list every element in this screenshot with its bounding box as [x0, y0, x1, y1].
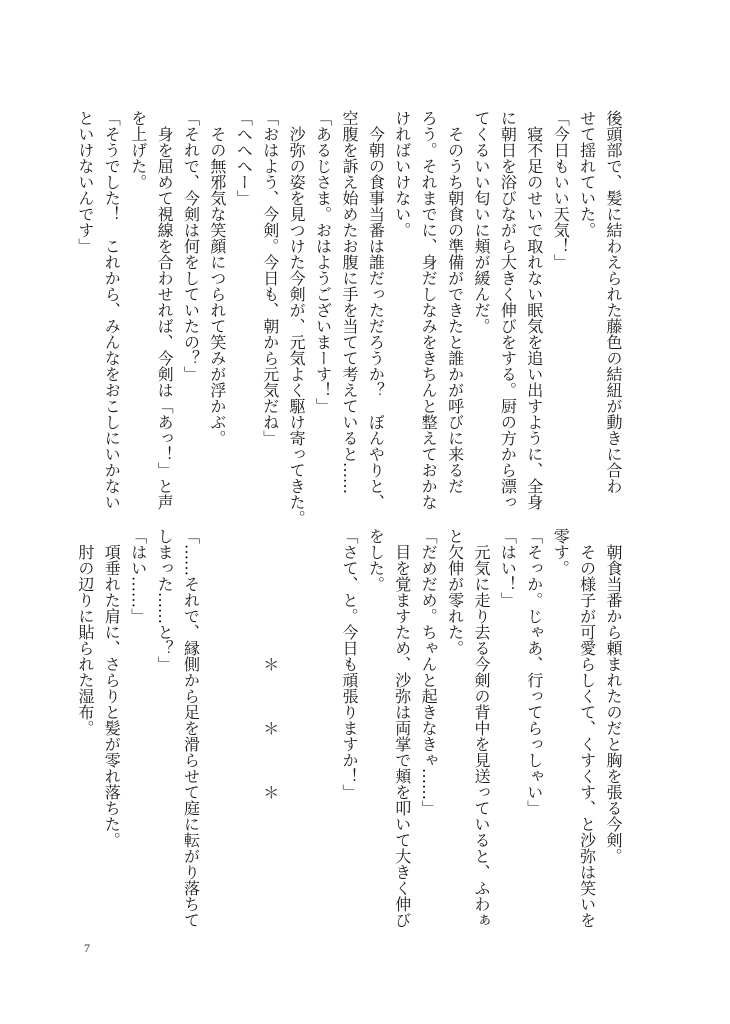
- text-line: と欠伸が零れた。: [445, 528, 465, 656]
- text-line: ろう。それまでに、身だしなみをきちんと整えておかな: [419, 110, 439, 510]
- text-line: 「……それで、縁側から足を滑らせて庭に転がり落ちて: [181, 528, 201, 928]
- text-line: 「だめだめ。ちゃんと起きなきゃ……」: [419, 528, 439, 816]
- text-line: を上げた。: [128, 110, 148, 190]
- text-line: せて揺れていた。: [577, 110, 597, 238]
- text-line: 目を覚ますため、沙弥は両掌で頬を叩いて大きく伸び: [392, 528, 412, 928]
- text-line: [230, 528, 256, 928]
- text-line: 「あるじさま。おはようございまーす！」: [313, 110, 333, 414]
- text-line: 項垂れた肩に、さらりと髪が零れ落ちた。: [102, 528, 122, 848]
- text-line: 今朝の食事当番は誰だっただろうか？ ぼんやりと、: [366, 110, 386, 510]
- text-line: をした。: [366, 528, 386, 592]
- text-line: てくるいい匂いに頬が緩んだ。: [471, 110, 491, 334]
- text-line: ければいけない。: [392, 110, 412, 238]
- text-line: 「そっか。じゃあ、行ってらっしゃい」: [524, 528, 544, 816]
- text-line: 肘の辺りに貼られた湿布。: [75, 528, 95, 736]
- text-line: しまった……と？」: [155, 528, 175, 672]
- text-block-bottom: [71, 528, 626, 928]
- text-line: といけないんです」: [75, 110, 95, 254]
- text-line: そのうち朝食の準備ができたと誰かが呼びに来るだ: [445, 110, 465, 494]
- text-line: その無邪気な笑顔につられて笑みが浮かぶ。: [207, 110, 227, 446]
- section-break: ＊ ＊ ＊: [260, 528, 280, 800]
- text-line: 「さて、と。今日も頑張りますか！」: [339, 528, 359, 800]
- text-line: 「へへへー」: [234, 110, 254, 206]
- text-line: 零す。: [551, 528, 571, 576]
- text-line: その様子が可愛らしくて、くすくす、と沙弥は笑いを: [577, 528, 597, 928]
- text-line: 「おはよう、今剣。今日も、朝から元気だね」: [260, 110, 280, 446]
- text-line: 寝不足のせいで取れない眠気を追い出すように、全身: [524, 110, 544, 510]
- text-line: 元気に走り去る今剣の背中を見送っていると、ふわぁ: [471, 528, 491, 928]
- text-line: 「そうでした！ これから、みんなをおこしにいかない: [102, 110, 122, 510]
- text-line: [283, 528, 309, 928]
- text-line: 「はい！」: [498, 528, 518, 608]
- text-line: [309, 528, 335, 928]
- text-line: 「今日もいい天気！」: [551, 110, 571, 270]
- page-number: 7: [84, 941, 90, 955]
- text-block-top: [71, 110, 626, 526]
- text-line: 「それで、今剣は何をしていたの？」: [181, 110, 201, 382]
- text-line: に朝日を浴びながら大きく伸びをする。厨の方から漂っ: [498, 110, 518, 510]
- text-line: 沙弥の姿を見つけた今剣が、元気よく駆け寄ってきた。: [287, 110, 307, 526]
- text-line: 「はい……」: [128, 528, 148, 624]
- text-line: 朝食当番から頼まれたのだと胸を張る今剣。: [604, 528, 623, 864]
- text-line: 後頭部で、髪に結わえられた藤色の結紐が動きに合わ: [604, 110, 623, 494]
- text-line: [204, 528, 230, 928]
- text-line: 空腹を訴え始めたお腹に手を当てて考えていると……: [339, 110, 359, 494]
- text-line: 身を屈めて視線を合わせれば、今剣は「あっ！」と声: [155, 110, 175, 510]
